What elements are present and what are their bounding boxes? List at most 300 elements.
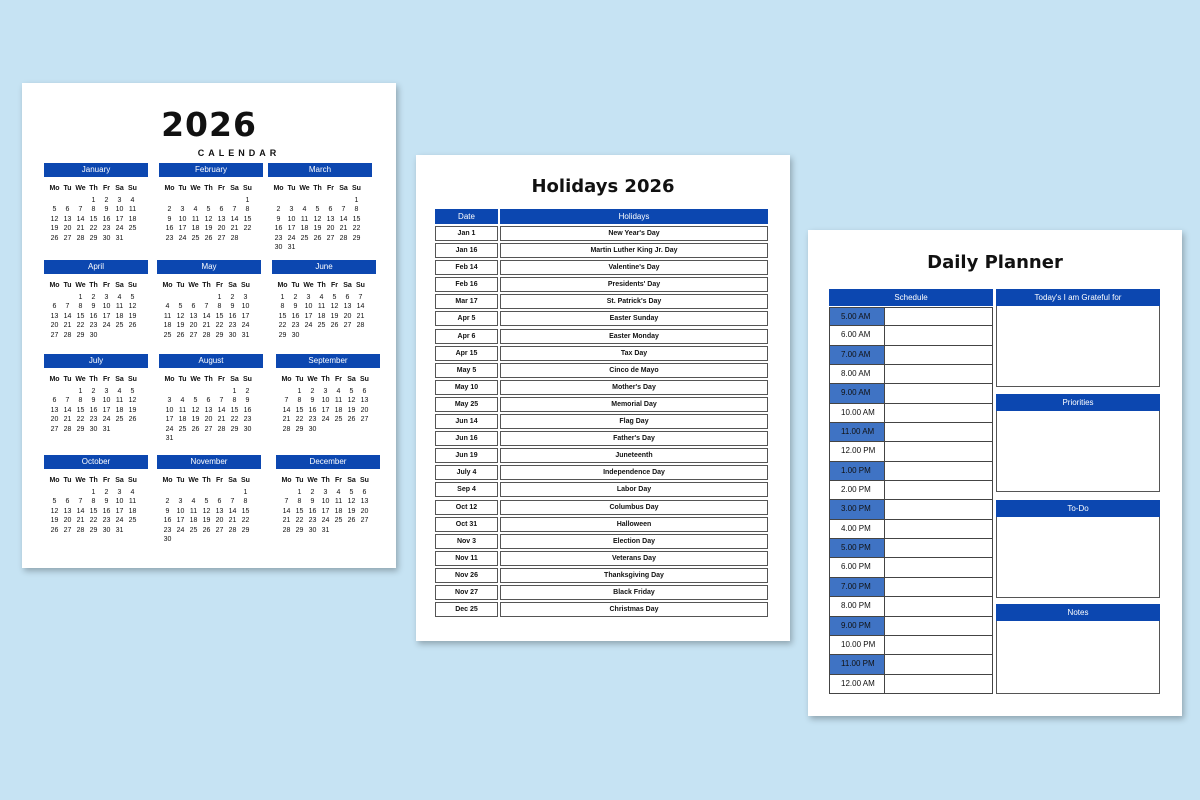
empty-cell (74, 488, 87, 497)
weekday-label: Th (321, 477, 330, 484)
schedule-time: 4.00 PM (829, 520, 885, 538)
schedule-slot[interactable] (885, 346, 993, 364)
day-cell: 17 (165, 416, 174, 424)
table-row (435, 534, 768, 549)
day-cell: 6 (362, 388, 367, 395)
day-cell: 13 (50, 312, 59, 320)
empty-cell (161, 293, 174, 302)
day-cell: 22 (243, 225, 252, 233)
schedule-slot[interactable] (885, 326, 993, 344)
day-cell: 23 (163, 526, 172, 534)
holiday-name: Christmas Day (500, 602, 768, 617)
month-december (276, 455, 380, 535)
day-cell: 14 (228, 507, 237, 515)
day-cell: 21 (339, 225, 348, 233)
day-cell: 1 (91, 197, 96, 204)
day-cell: 3 (323, 489, 328, 496)
day-cell: 7 (284, 397, 289, 405)
day-cell: 8 (78, 303, 83, 311)
weekday-label: Tu (63, 185, 72, 192)
schedule-time: 10.00 PM (829, 636, 885, 654)
table-row (435, 380, 768, 395)
month-june (272, 260, 376, 340)
month-header: June (272, 260, 376, 274)
day-cell: 18 (191, 225, 200, 233)
table-row (435, 602, 768, 617)
schedule-row (829, 558, 993, 577)
holiday-date: May 10 (435, 380, 498, 395)
holiday-name: Halloween (500, 517, 768, 532)
weekday-label: Mo (281, 376, 292, 383)
day-cell: 2 (276, 206, 281, 214)
day-cell: 20 (63, 225, 72, 233)
schedule-row (829, 655, 993, 674)
day-cell: 15 (295, 507, 304, 515)
day-cell: 3 (306, 294, 311, 301)
day-cell: 6 (52, 397, 57, 405)
schedule-row (829, 307, 993, 326)
weekday-label: Th (202, 477, 211, 484)
table-row (435, 277, 768, 292)
schedule-slot[interactable] (885, 500, 993, 518)
day-cell: 31 (165, 434, 174, 442)
day-cell: 30 (243, 425, 252, 433)
day-cell: 8 (280, 303, 285, 311)
empty-cell (48, 293, 61, 302)
day-cell: 26 (128, 416, 137, 424)
day-cell: 31 (287, 243, 296, 251)
weekday-label: Tu (295, 376, 304, 383)
day-cell: 11 (115, 397, 124, 405)
schedule-slot[interactable] (885, 481, 993, 499)
day-cell: 3 (104, 388, 109, 395)
day-cell: 26 (347, 517, 356, 525)
empty-cell (61, 387, 74, 396)
weekday-label: Su (128, 185, 137, 192)
day-cell: 30 (102, 234, 111, 242)
day-cell: 5 (193, 397, 198, 405)
day-cell: 29 (295, 526, 304, 534)
day-cell: 17 (102, 312, 111, 320)
day-cell: 12 (176, 312, 185, 320)
day-cell: 25 (128, 225, 137, 233)
day-cell: 20 (215, 517, 224, 525)
day-cell: 30 (89, 425, 98, 433)
day-cell: 27 (204, 425, 213, 433)
weekday-label: Fr (216, 477, 223, 484)
schedule-slot[interactable] (885, 655, 993, 673)
day-cell: 9 (230, 303, 235, 311)
day-cell: 28 (63, 331, 72, 339)
day-cell: 16 (274, 225, 283, 233)
day-cell: 7 (358, 294, 363, 301)
day-cell: 17 (321, 507, 330, 515)
holiday-date: Sep 4 (435, 482, 498, 497)
schedule-row (829, 462, 993, 481)
grateful-header: Today's I am Grateful for (996, 289, 1160, 306)
day-cell: 11 (317, 303, 326, 311)
holiday-name: Presidents' Day (500, 277, 768, 292)
weekday-label: Tu (291, 282, 300, 289)
day-cell: 2 (104, 197, 109, 204)
day-cell: 8 (354, 206, 359, 214)
day-cell: 25 (334, 416, 343, 424)
day-cell: 31 (241, 331, 250, 339)
empty-cell (74, 196, 87, 205)
day-cell: 23 (308, 416, 317, 424)
table-row (435, 585, 768, 600)
weekday-label: We (75, 185, 86, 192)
schedule-row (829, 578, 993, 597)
schedule-slot[interactable] (885, 520, 993, 538)
day-cell: 14 (76, 507, 85, 515)
holiday-name: Mother's Day (500, 380, 768, 395)
holiday-name: Cinco de Mayo (500, 363, 768, 378)
day-cell: 8 (232, 397, 237, 405)
calendar-year: 2026 (161, 105, 257, 144)
day-cell: 11 (191, 215, 200, 223)
holiday-name: Flag Day (500, 414, 768, 429)
day-cell: 16 (291, 312, 300, 320)
day-cell: 18 (163, 322, 172, 330)
schedule-slot[interactable] (885, 558, 993, 576)
notes-box[interactable] (996, 621, 1160, 694)
holiday-date: May 5 (435, 363, 498, 378)
schedule-row (829, 423, 993, 442)
day-cell: 14 (282, 406, 291, 414)
day-cell: 9 (310, 498, 315, 506)
schedule-slot[interactable] (885, 617, 993, 635)
holiday-date: Apr 15 (435, 346, 498, 361)
day-cell: 11 (189, 507, 198, 515)
day-cell: 26 (313, 234, 322, 242)
table-row (435, 294, 768, 309)
empty-cell (215, 196, 228, 205)
notes-section (996, 604, 1160, 694)
month-april (44, 260, 148, 340)
schedule-row (829, 500, 993, 519)
weekday-label: Sa (343, 282, 352, 289)
day-cell: 8 (297, 397, 302, 405)
weekday-label: Sa (115, 185, 124, 192)
day-cell: 3 (117, 197, 122, 204)
day-cell: 22 (89, 517, 98, 525)
schedule-slot[interactable] (885, 539, 993, 557)
schedule-slot[interactable] (885, 384, 993, 402)
weekday-label: Su (360, 477, 369, 484)
day-cell: 30 (274, 243, 283, 251)
day-cell: 5 (130, 294, 135, 301)
schedule-slot[interactable] (885, 578, 993, 596)
day-cell: 2 (245, 388, 250, 395)
day-cell: 9 (167, 215, 172, 223)
day-cell: 20 (326, 225, 335, 233)
weekday-label: Mo (162, 282, 173, 289)
day-cell: 1 (217, 294, 222, 301)
weekday-label: Fr (103, 376, 110, 383)
day-cell: 25 (115, 416, 124, 424)
weekday-label: Sa (230, 376, 239, 383)
holiday-date: Jun 19 (435, 448, 498, 463)
weekday-label: Sa (339, 185, 348, 192)
weekday-label: We (75, 477, 86, 484)
weekday-label: Th (204, 376, 213, 383)
priorities-header: Priorities (996, 394, 1160, 411)
day-cell: 10 (165, 406, 174, 414)
day-cell: 10 (304, 303, 313, 311)
day-cell: 25 (128, 517, 137, 525)
day-cell: 6 (206, 397, 211, 405)
day-cell: 29 (89, 234, 98, 242)
month-august (159, 354, 263, 443)
day-cell: 18 (115, 312, 124, 320)
weekday-label: Fr (103, 185, 110, 192)
todo-section (996, 500, 1160, 598)
holiday-date: Nov 3 (435, 534, 498, 549)
day-cell: 24 (102, 322, 111, 330)
day-cell: 19 (202, 517, 211, 525)
empty-cell (61, 488, 74, 497)
day-cell: 4 (117, 294, 122, 301)
weekday-label: Sa (347, 477, 356, 484)
day-cell: 28 (282, 526, 291, 534)
schedule-slot[interactable] (885, 308, 993, 325)
day-cell: 15 (89, 507, 98, 515)
weekday-label: We (75, 282, 86, 289)
day-cell: 10 (321, 498, 330, 506)
day-cell: 19 (176, 322, 185, 330)
day-cell: 5 (204, 498, 209, 506)
holiday-date: Nov 11 (435, 551, 498, 566)
day-cell: 29 (241, 526, 250, 534)
weekday-label: Mo (162, 477, 173, 484)
day-cell: 10 (102, 303, 111, 311)
day-cell: 23 (308, 517, 317, 525)
day-cell: 10 (241, 303, 250, 311)
weekday-label: Fr (218, 376, 225, 383)
weekday-label: Su (243, 376, 252, 383)
day-cell: 29 (295, 425, 304, 433)
day-cell: 16 (308, 406, 317, 414)
day-cell: 7 (65, 397, 70, 405)
schedule-row (829, 520, 993, 539)
day-cell: 14 (63, 312, 72, 320)
day-cell: 24 (178, 234, 187, 242)
day-cell: 1 (354, 197, 359, 204)
day-cell: 16 (165, 225, 174, 233)
day-cell: 12 (330, 303, 339, 311)
day-cell: 23 (243, 416, 252, 424)
schedule-time: 5.00 PM (829, 539, 885, 557)
weekday-label: We (307, 477, 318, 484)
day-cell: 24 (241, 322, 250, 330)
month-day-grid (161, 476, 252, 544)
calendar-subtitle: CALENDAR (197, 148, 281, 158)
weekday-label: Mo (49, 282, 60, 289)
day-cell: 26 (176, 331, 185, 339)
schedule-slot[interactable] (885, 636, 993, 654)
day-cell: 20 (50, 322, 59, 330)
day-cell: 8 (217, 303, 222, 311)
day-cell: 5 (349, 489, 354, 496)
schedule-slot[interactable] (885, 675, 993, 693)
holiday-date: Jun 14 (435, 414, 498, 429)
day-cell: 20 (217, 225, 226, 233)
empty-cell (189, 387, 202, 396)
holiday-date: Jun 16 (435, 431, 498, 446)
day-cell: 12 (191, 406, 200, 414)
empty-cell (213, 488, 226, 497)
day-cell: 3 (180, 206, 185, 214)
day-cell: 2 (310, 489, 315, 496)
day-cell: 20 (50, 416, 59, 424)
day-cell: 8 (91, 498, 96, 506)
schedule-row (829, 617, 993, 636)
day-cell: 18 (334, 507, 343, 515)
day-cell: 12 (128, 397, 137, 405)
schedule-section (829, 289, 993, 694)
empty-cell (215, 387, 228, 396)
empty-cell (48, 387, 61, 396)
empty-cell (187, 293, 200, 302)
schedule-row (829, 481, 993, 500)
day-cell: 12 (347, 397, 356, 405)
holiday-date: Feb 16 (435, 277, 498, 292)
day-cell: 11 (128, 498, 137, 506)
day-cell: 5 (130, 388, 135, 395)
schedule-slot[interactable] (885, 365, 993, 383)
day-cell: 16 (102, 507, 111, 515)
table-row (435, 311, 768, 326)
holidays-table-body (435, 226, 768, 617)
month-day-grid (272, 184, 363, 252)
weekday-label: Tu (287, 185, 296, 192)
day-cell: 24 (321, 416, 330, 424)
weekday-label: Th (202, 282, 211, 289)
day-cell: 1 (91, 489, 96, 496)
day-cell: 6 (217, 498, 222, 506)
day-cell: 4 (191, 498, 196, 506)
weekday-label: Mo (49, 185, 60, 192)
day-cell: 21 (63, 322, 72, 330)
planner-title: Daily Planner (927, 252, 1063, 273)
day-cell: 21 (76, 225, 85, 233)
day-cell: 12 (204, 215, 213, 223)
day-cell: 15 (241, 507, 250, 515)
day-cell: 10 (102, 397, 111, 405)
holiday-date: Jan 16 (435, 243, 498, 258)
weekday-label: Fr (103, 282, 110, 289)
day-cell: 28 (356, 322, 365, 330)
weekday-label: Su (360, 376, 369, 383)
day-cell: 19 (128, 312, 137, 320)
day-cell: 22 (241, 517, 250, 525)
day-cell: 26 (202, 526, 211, 534)
day-cell: 30 (291, 331, 300, 339)
schedule-slot[interactable] (885, 404, 993, 422)
table-row (435, 414, 768, 429)
day-cell: 23 (102, 517, 111, 525)
weekday-label: Th (89, 477, 98, 484)
day-cell: 13 (189, 312, 198, 320)
holiday-date: Nov 27 (435, 585, 498, 600)
month-day-grid (48, 375, 139, 434)
holiday-name: Columbus Day (500, 500, 768, 515)
weekday-label: Mo (281, 477, 292, 484)
empty-cell (228, 196, 241, 205)
day-cell: 4 (117, 388, 122, 395)
empty-cell (176, 387, 189, 396)
table-row (435, 500, 768, 515)
schedule-slot[interactable] (885, 462, 993, 480)
day-cell: 14 (282, 507, 291, 515)
day-cell: 24 (304, 322, 313, 330)
month-header: February (159, 163, 263, 177)
weekday-label: Su (243, 185, 252, 192)
day-cell: 12 (202, 507, 211, 515)
empty-cell (174, 293, 187, 302)
day-cell: 13 (50, 406, 59, 414)
holiday-name: Labor Day (500, 482, 768, 497)
day-cell: 4 (165, 303, 170, 311)
day-cell: 15 (295, 406, 304, 414)
weekday-label: Sa (228, 477, 237, 484)
schedule-slot[interactable] (885, 423, 993, 441)
priorities-box[interactable] (996, 411, 1160, 492)
weekday-label: Fr (335, 477, 342, 484)
weekday-label: Tu (295, 477, 304, 484)
day-cell: 5 (315, 206, 320, 214)
grateful-box[interactable] (996, 306, 1160, 387)
day-cell: 28 (76, 234, 85, 242)
day-cell: 26 (204, 234, 213, 242)
day-cell: 15 (76, 312, 85, 320)
day-cell: 3 (243, 294, 248, 301)
table-row (435, 363, 768, 378)
day-cell: 1 (280, 294, 285, 301)
empty-cell (298, 196, 311, 205)
schedule-slot[interactable] (885, 442, 993, 460)
day-cell: 2 (230, 294, 235, 301)
day-cell: 30 (89, 331, 98, 339)
weekday-label: Fr (331, 282, 338, 289)
day-cell: 16 (243, 406, 252, 414)
schedule-row (829, 365, 993, 384)
day-cell: 2 (167, 206, 172, 214)
day-cell: 24 (287, 234, 296, 242)
month-day-grid (276, 281, 367, 340)
day-cell: 7 (219, 397, 224, 405)
day-cell: 16 (102, 215, 111, 223)
day-cell: 1 (78, 294, 83, 301)
day-cell: 29 (278, 331, 287, 339)
day-cell: 13 (360, 498, 369, 506)
day-cell: 27 (50, 331, 59, 339)
day-cell: 22 (215, 322, 224, 330)
day-cell: 20 (343, 312, 352, 320)
month-day-grid (48, 281, 139, 340)
day-cell: 19 (50, 517, 59, 525)
month-day-grid (163, 184, 254, 243)
weekday-label: Sa (230, 185, 239, 192)
todo-box[interactable] (996, 517, 1160, 598)
day-cell: 21 (202, 322, 211, 330)
day-cell: 8 (243, 498, 248, 506)
schedule-slot[interactable] (885, 597, 993, 615)
day-cell: 19 (347, 507, 356, 515)
holidays-table (435, 209, 768, 619)
day-cell: 17 (304, 312, 313, 320)
